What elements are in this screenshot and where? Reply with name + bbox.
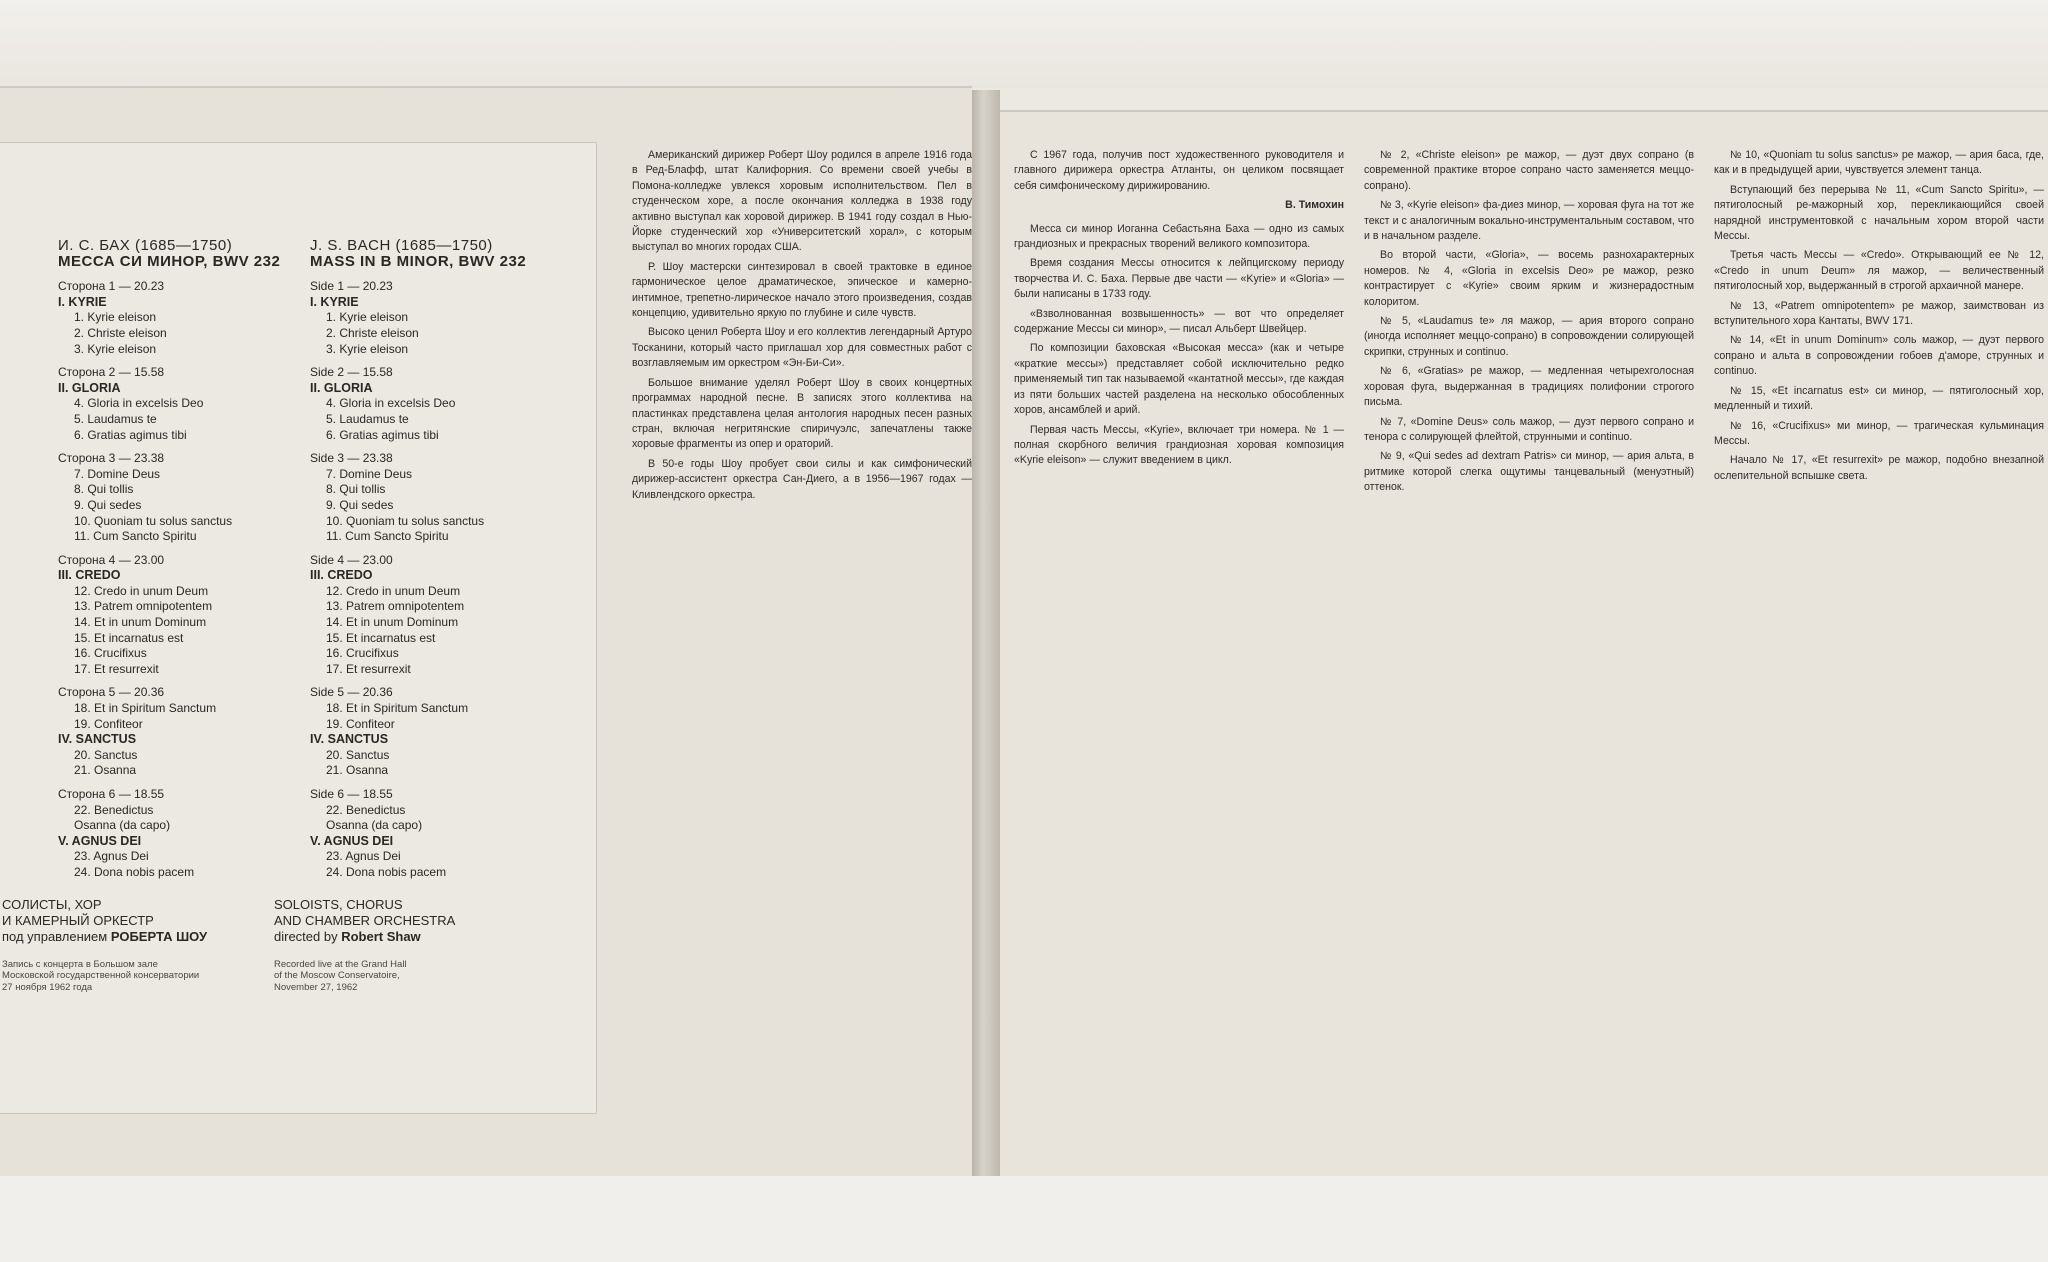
notes-paragraph: № 3, «Kyrie eleison» фа-диез минор, — хоровая фуга на тот же текст и с аналогичным вокально-инструментальным составом, что и в начальном разделе. [1364,199,1694,243]
track-item: Osanna (da capo) [74,818,171,833]
notes-paragraph: Вступающий без перерыва № 11, «Cum Sancto Spiritu», — пятиголосный ре-мажорный хор, перекликающийся своей нарядной инструментовкой с начальным хором второй части Мессы. [1714,183,2044,243]
notes-column-2 [1014,148,1344,1158]
notes-paragraph: В 50-е годы Шоу пробует свои силы и как симфонический дирижер-ассистент оркестра Сан-Диего, а в 1956—1967 годах — Кливлендского оркестра. [632,457,972,501]
track-item: 7. Domine Deus [326,466,413,481]
track-item: Osanna (da capo) [326,818,423,833]
credits-en [274,897,580,945]
part-heading: V. AGNUS DEI [58,833,142,848]
credits-line-2: AND CHAMBER ORCHESTRA [274,912,456,928]
track-item: 6. Gratias agimus tibi [326,427,439,442]
sleeve-spine [972,90,1000,1180]
track-item: 3. Kyrie eleison [326,341,409,356]
track-item: 7. Domine Deus [74,466,161,481]
notes-paragraph: Американский дирижер Роберт Шоу родился в апреле 1916 года в Ред-Блафф, штат Калифорния. Со времени своей учебы в Помона-колледже увлекся хоровым исполнительством. Пел в студенческом хоре, а после окончания колледжа в 1938 году активно выступал как хоровой дирижер. В 1941 году создал в Нью-Йорке студенческий хор «Университетский хорал», с которым выступал во многих городах США. [632,149,972,254]
recording-note-ru [2,959,308,994]
track-item: 8. Qui tollis [326,482,386,497]
credits-prefix: directed by [274,928,338,944]
notes-paragraph: «Взволнованная возвышенность» — вот что определяет содержание Мессы си минор», — писал Альберт Швейцер. [1014,307,1344,336]
composer-ru: И. С. БАХ (1685—1750) [58,237,233,254]
track-item: 12. Credo in unum Deum [326,583,461,598]
track-item: 5. Laudamus te [326,411,409,426]
track-item: 1. Kyrie eleison [74,310,157,325]
credits-line-3 [2,929,308,945]
notes-paragraph: Начало № 17, «Et resurrexit» ре мажор, подобно внезапной ослепительной вспышке света. [1714,454,2044,482]
credits-line-2: И КАМЕРНЫЙ ОРКЕСТР [2,912,154,928]
notes-paragraph: № 10, «Quoniam tu solus sanctus» ре мажор, — ария баса, где, как и в предыдущей арии, чувствуется элемент танца. [1714,149,2044,177]
notes-paragraph: № 16, «Crucifixus» ми минор, — трагическая кульминация Мессы. [1714,419,2044,447]
notes-paragraph: Время создания Мессы относится к лейпцигскому периоду творчества И. С. Баха. Первые две части — «Kyrie» и «Gloria» — были написаны в 1733 году. [1014,257,1344,301]
conductor-name: Robert Shaw [341,928,421,944]
track-item: 14. Et in unum Dominum [326,615,459,630]
track-item: 16. Crucifixus [326,646,399,661]
note-line-3: November 27, 1962 [274,981,358,993]
side-heading: Сторона 4 — 23.00 [58,552,165,567]
side-heading: Side 6 — 18.55 [310,787,393,801]
credits-ru [2,897,308,945]
part-heading: II. GLORIA [58,380,121,395]
track-item: 9. Qui sedes [74,497,142,512]
track-item: 20. Sanctus [326,747,390,762]
notes-paragraph: Первая часть Мессы, «Kyrie», включает три номера. № 1 — полная скорбного величия грандиозная хоровая композиция «Kyrie eleison» — служит введением в цикл. [1014,423,1344,467]
track-item: 15. Et incarnatus est [326,630,436,645]
notes-paragraph: № 13, «Patrem omnipotentem» ре мажор, заимствован из вступительного хора Кантаты, BWV 171. [1714,299,2044,328]
track-item: 1. Kyrie eleison [326,310,409,325]
track-item: 18. Et in Spiritum Sanctum [326,701,469,716]
tracklist-ru [2,237,308,993]
side-heading: Сторона 1 — 20.23 [58,279,165,294]
track-item: 19. Confiteor [326,716,395,731]
notes-paragraph: № 14, «Et in unum Dominum» соль мажор, — дуэт первого сопрано и альта в сопровождении гобоев д'аморе, струнных и continuo. [1714,334,2044,378]
side-heading: Сторона 3 — 23.38 [58,451,165,466]
track-item: 24. Dona nobis pacem [74,864,195,879]
credits-line-1: СОЛИСТЫ, ХОР [2,896,102,912]
notes-paragraph: Большое внимание уделял Роберт Шоу в своих концертных программах народной песне. В записях этого коллектива на пластинках представлена целая антология народных песен разных стран, включая негритянские спиричуэлс, запечатлены также хоровые фрагменты из опер и ораторий. [632,376,972,451]
side-heading: Сторона 6 — 18.55 [58,787,165,801]
note-line-1: Recorded live at the Grand Hall [274,958,407,970]
track-item: 22. Benedictus [74,802,154,817]
work-title-en: MASS IN B MINOR, BWV 232 [310,252,527,270]
notes-column-2-intro [1014,148,1344,194]
track-item: 4. Gloria in excelsis Deo [326,396,456,411]
notes-paragraph: № 7, «Domine Deus» соль мажор, — дуэт первого сопрано и тенора с солирующей флейтой, струнными и continuo. [1364,415,1694,443]
track-item: 6. Gratias agimus tibi [74,427,187,442]
track-item: 23. Agnus Dei [74,849,149,864]
notes-column-2-body [1014,222,1344,469]
track-item: 20. Sanctus [74,747,138,762]
track-item: 13. Patrem omnipotentem [74,599,213,614]
note-line-2: Московской государственной консерватории [2,970,200,982]
notes-paragraph: № 9, «Qui sedes ad dextram Patris» си минор, — ария альта, в ритмике которой слегка ощутимы танцевальный (менуэтный) оттенок. [1364,450,1694,494]
bottom-background [0,1176,2048,1262]
track-item: 2. Christe eleison [74,325,167,340]
part-heading: II. GLORIA [310,380,373,395]
notes-column-3-body [1364,148,1694,496]
part-heading: I. KYRIE [58,294,107,309]
track-item: 17. Et resurrexit [74,661,159,676]
side-heading: Side 5 — 20.36 [310,685,393,700]
side-heading: Side 4 — 23.00 [310,552,393,567]
track-item: 13. Patrem omnipotentem [326,599,465,614]
notes-column-1-body [632,148,972,503]
track-item: 11. Cum Sancto Spiritu [326,529,449,544]
notes-paragraph: № 5, «Laudamus te» ля мажор, — ария второго сопрано (иногда исполняет меццо-сопрано) в сопровождении солирующей скрипки, струнных и continuo. [1364,315,1694,358]
conductor-name: РОБЕРТА ШОУ [110,928,208,944]
track-item: 14. Et in unum Dominum [74,615,207,630]
top-background [0,0,2048,88]
track-item: 23. Agnus Dei [326,849,401,864]
track-item: 4. Gloria in excelsis Deo [74,396,204,411]
notes-paragraph: Во второй части, «Gloria», — восемь разнохарактерных номеров. № 4, «Gloria in excelsis Deo» ре мажор, резко контрастирует с «Kyrie» своим ярким и жизнерадостным колоритом. [1364,249,1694,308]
part-heading: V. AGNUS DEI [310,833,394,848]
side-heading: Сторона 5 — 20.36 [58,685,165,700]
track-item: 3. Kyrie eleison [74,341,157,356]
notes-paragraph: № 15, «Et incarnatus est» си минор, — пятиголосный хор, медленный и тихий. [1714,384,2044,413]
author-signature: В. Тимохин [1285,199,1344,212]
tracks-en [310,279,580,880]
notes-paragraph: Третья часть Мессы — «Credo». Открывающий ее № 12, «Credo in unum Deum» ля мажор, — величественный пятиголосный хор, выдержанный в строгой архаичной манере. [1714,249,2044,293]
notes-paragraph: Высоко ценил Роберта Шоу и его коллектив легендарный Артуро Тосканини, который часто приглашал хор для совместных работ с возглавляемым им оркестром «Эн-Би-Си». [632,326,972,370]
composer-en: J. S. BACH (1685—1750) [310,237,493,254]
notes-paragraph: Месса си минор Иоганна Себастьяна Баха — одно из самых грандиозных и прекрасных творений великого композитора. [1014,222,1344,251]
track-item: 17. Et resurrexit [326,661,411,676]
track-item: 10. Quoniam tu solus sanctus [326,513,485,528]
side-heading: Сторона 2 — 15.58 [58,365,165,380]
note-line-2: of the Moscow Conservatoire, [274,970,400,982]
credits-line-3 [274,929,580,945]
notes-column-4 [1714,148,2044,1158]
notes-column-3 [1364,148,1694,1158]
note-line-1: Запись с концерта в Большом зале [2,958,158,970]
note-line-3: 27 ноября 1962 года [2,981,93,993]
side-heading: Side 1 — 20.23 [310,279,393,294]
track-item: 19. Confiteor [74,716,143,731]
side-heading: Side 2 — 15.58 [310,365,393,380]
notes-paragraph: По композиции баховская «Высокая месса» (как и четыре «краткие мессы») представляет собой исключительно редко применяемый тип так называемой «кантатной мессы», где каждая из пяти больших частей разделена на несколько обособленных хоров, ансамблей и арий. [1014,342,1344,417]
track-item: 11. Cum Sancto Spiritu [74,529,197,544]
track-item: 15. Et incarnatus est [74,630,184,645]
notes-paragraph: Р. Шоу мастерски синтезировал в своей трактовке в единое гармоническое целое драматическое, эпическое и камерно-интимное, трепетно-лирическое начало этого произведения, создав концепцию, удивительно яркую по глубине и силе чувств. [632,260,972,320]
credits-prefix: под управлением [2,928,108,944]
recording-note-en [274,959,580,994]
notes-column-1 [632,148,972,1108]
notes-column-4-body [1714,148,2044,484]
part-heading: III. CREDO [58,568,121,583]
track-item: 22. Benedictus [326,802,406,817]
work-title-ru: МЕССА СИ МИНОР, BWV 232 [58,252,281,270]
track-item: 10. Quoniam tu solus sanctus [74,513,233,528]
part-heading: III. CREDO [310,568,373,583]
track-item: 18. Et in Spiritum Sanctum [74,701,217,716]
tracks-ru [58,279,308,880]
track-item: 16. Crucifixus [74,646,147,661]
track-item: 9. Qui sedes [326,497,394,512]
track-item: 21. Osanna [74,763,137,778]
notes-paragraph: № 2, «Christe eleison» ре мажор, — дуэт двух сопрано (в современной практике второе сопрано часто заменяется меццо-сопрано). [1364,149,1694,192]
track-item: 12. Credo in unum Deum [74,583,209,598]
notes-paragraph: № 6, «Gratias» ре мажор, — медленная четырехголосная хоровая фуга, выдержанная в традициях полифонии строгого письма. [1364,365,1694,409]
notes-paragraph: С 1967 года, получив пост художественного руководителя и главного дирижера оркестра Атланты, он целиком посвящает себя симфоническому дирижированию. [1014,149,1344,192]
track-item: 8. Qui tollis [74,482,134,497]
track-item: 24. Dona nobis pacem [326,864,447,879]
track-item: 5. Laudamus te [74,411,157,426]
part-heading: IV. SANCTUS [58,732,137,747]
track-item: 21. Osanna [326,763,389,778]
part-heading: IV. SANCTUS [310,732,389,747]
credits-line-1: SOLOISTS, CHORUS [274,896,403,912]
side-heading: Side 3 — 23.38 [310,451,393,466]
part-heading: I. KYRIE [310,294,359,309]
track-item: 2. Christe eleison [326,325,419,340]
tracklist-en [274,237,580,993]
